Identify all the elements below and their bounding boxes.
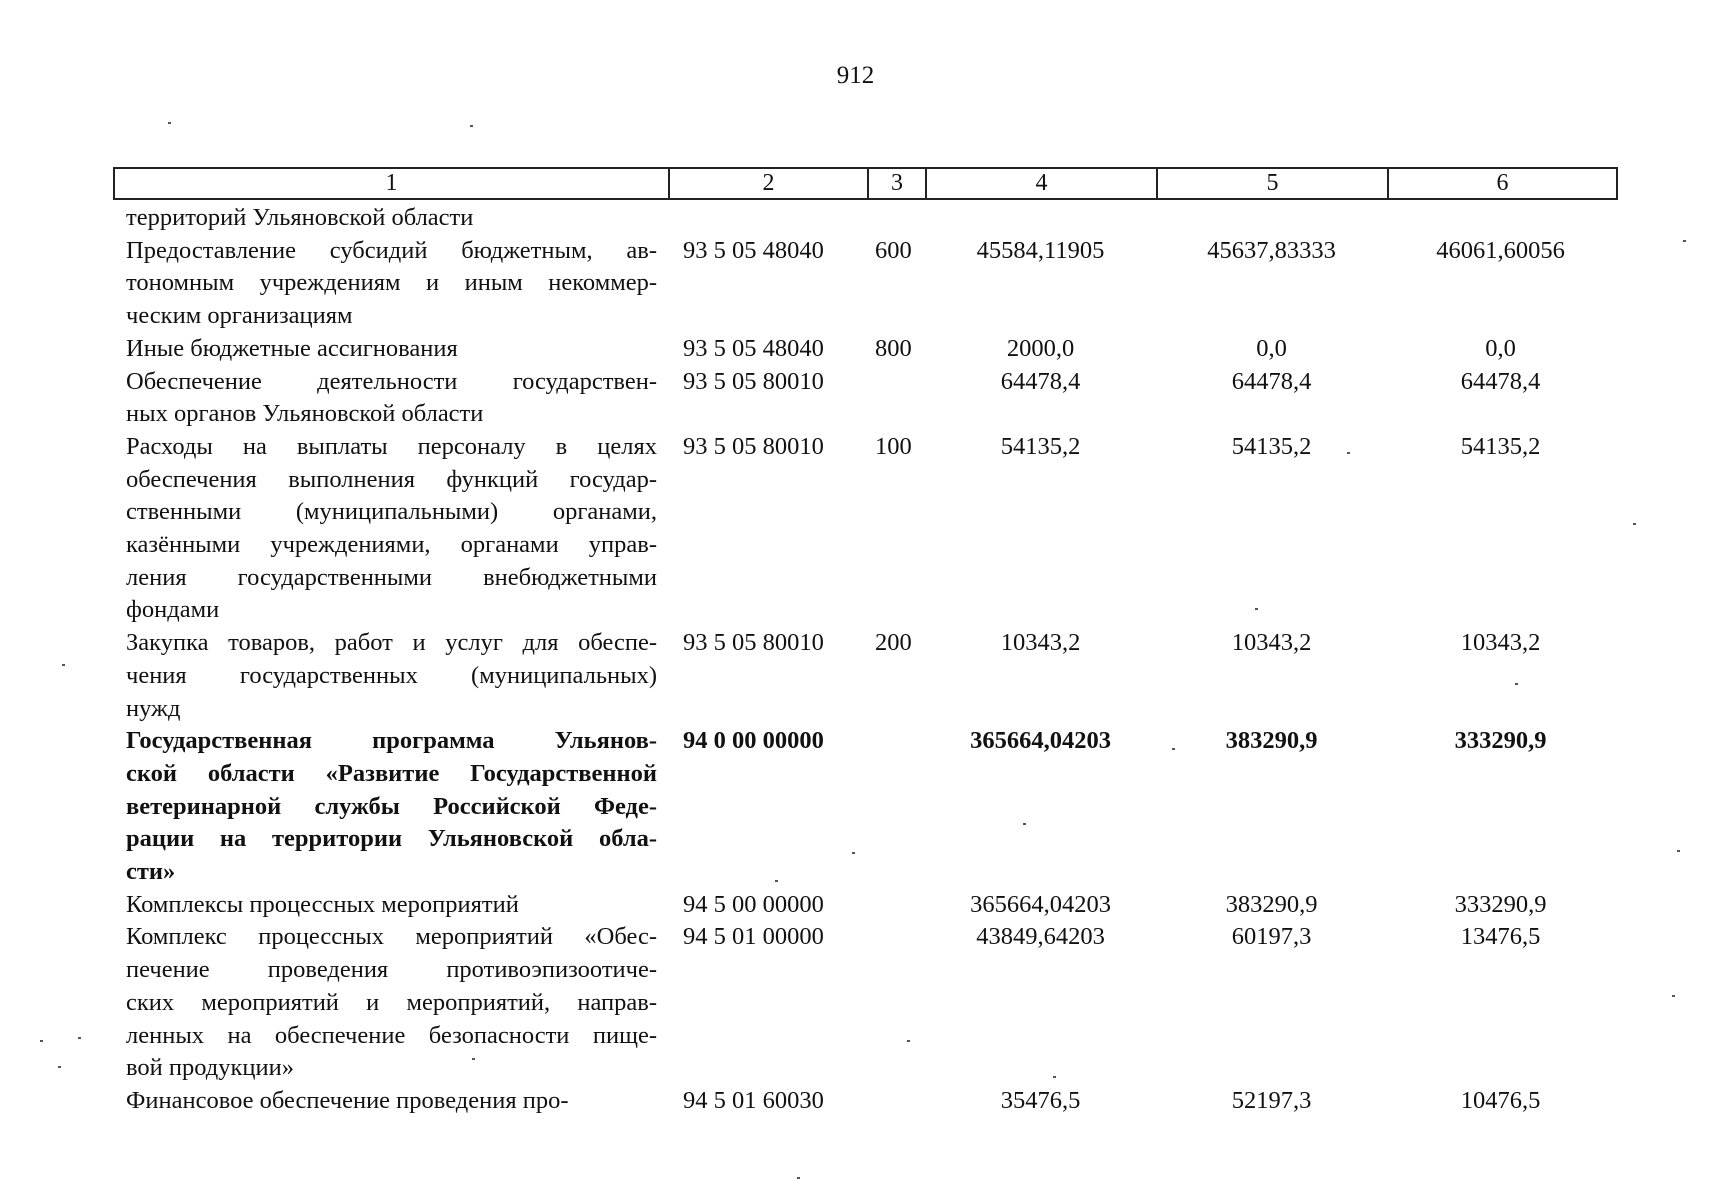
- amount-year-1: 45584,11905: [976, 236, 1105, 264]
- amount-year-3: 10476,5: [1460, 1086, 1541, 1114]
- amount-year-3: 13476,5: [1460, 923, 1541, 951]
- scan-speck: [1672, 995, 1675, 997]
- row-name: [113, 627, 657, 725]
- scan-speck: [1677, 850, 1680, 852]
- amount-year-2: 64478,4: [1231, 367, 1312, 395]
- amount-year-1: 2000,0: [1006, 334, 1075, 362]
- row-name-line: ческим организациям: [126, 302, 353, 330]
- row-name-line: Комплексы процессных мероприятий: [126, 890, 519, 918]
- row-name-line: ных органов Ульяновской области: [126, 400, 484, 428]
- table-row: [113, 627, 1618, 725]
- row-name-line: ветеринарной службы Российской Феде-: [126, 792, 657, 820]
- amount-year-3: 46061,60056: [1436, 236, 1565, 264]
- amount-year-2: 52197,3: [1231, 1086, 1312, 1114]
- row-name-line: Иные бюджетные ассигнования: [126, 334, 458, 362]
- amount-year-3: 10343,2: [1460, 629, 1541, 657]
- amount-year-2: 383290,9: [1225, 890, 1318, 918]
- expense-type-code: 800: [875, 334, 912, 362]
- row-name-line: ленных на обеспечение безопасности пище-: [126, 1021, 657, 1049]
- row-name-line: сти»: [126, 858, 176, 886]
- row-name-line: нужд: [126, 694, 181, 722]
- amount-year-2: 54135,2: [1231, 432, 1312, 460]
- row-name: [113, 366, 657, 431]
- row-name-line: вой продукции»: [126, 1054, 294, 1082]
- row-name-line: казёнными учреждениями, органами управ-: [126, 531, 657, 559]
- target-article-code: 93 5 05 48040: [683, 236, 824, 264]
- amount-year-1: 43849,64203: [976, 923, 1105, 951]
- table-row: [113, 1085, 1618, 1118]
- row-name-line: ления государственными внебюджетными: [126, 563, 657, 591]
- amount-year-1: 64478,4: [1000, 367, 1081, 395]
- amount-year-1: 365664,04203: [970, 727, 1111, 755]
- row-name-line: фондами: [126, 596, 220, 624]
- row-name-line: печение проведения противоэпизоотиче-: [126, 956, 657, 984]
- scan-speck: [907, 1040, 910, 1042]
- row-name-line: чения государственных (муниципальных): [126, 661, 657, 689]
- table-row: [113, 431, 1618, 627]
- row-name: [113, 333, 657, 366]
- row-name-line: Расходы на выплаты персоналу в целях: [126, 432, 657, 460]
- expense-type-code: 200: [875, 629, 912, 657]
- amount-year-3: 64478,4: [1460, 367, 1541, 395]
- row-name-line: Комплекс процессных мероприятий «Обес-: [126, 923, 657, 951]
- row-name: [113, 431, 657, 627]
- target-article-code: 94 5 01 60030: [683, 1086, 824, 1114]
- amount-year-2: 0,0: [1256, 334, 1287, 362]
- scan-speck: [58, 1066, 61, 1068]
- scan-speck: [1172, 748, 1175, 750]
- row-name-line: Предоставление субсидий бюджетным, ав-: [126, 236, 657, 264]
- table-row: [113, 366, 1618, 431]
- target-article-code: 94 5 00 00000: [683, 890, 824, 918]
- amount-year-1: 10343,2: [1000, 629, 1081, 657]
- page-number: 912: [836, 62, 875, 89]
- amount-year-3: 0,0: [1485, 334, 1516, 362]
- amount-year-2: 383290,9: [1225, 727, 1318, 755]
- amount-year-3: 54135,2: [1460, 432, 1541, 460]
- table-row: [113, 333, 1618, 366]
- scan-speck: [40, 1040, 43, 1042]
- scan-speck: [852, 852, 855, 854]
- expense-type-code: 100: [875, 432, 912, 460]
- scan-speck: [1683, 240, 1686, 242]
- scan-speck: [78, 1037, 81, 1039]
- scan-speck: [62, 664, 65, 666]
- target-article-code: 93 5 05 80010: [683, 432, 824, 460]
- scan-speck: [1633, 523, 1636, 525]
- target-article-code: 94 5 01 00000: [683, 923, 824, 951]
- scan-speck: [472, 1058, 475, 1060]
- row-name: [113, 235, 657, 333]
- column-number-1: 1: [115, 169, 670, 198]
- scan-speck: [775, 880, 778, 882]
- scan-speck: [470, 125, 473, 127]
- row-name-line: обеспечения выполнения функций государ-: [126, 465, 657, 493]
- row-name-line: Обеспечение деятельности государствен-: [126, 367, 657, 395]
- table-row: [113, 889, 1618, 922]
- amount-year-1: 54135,2: [1000, 432, 1081, 460]
- column-number-3: 3: [869, 169, 927, 198]
- amount-year-1: 35476,5: [1000, 1086, 1081, 1114]
- table-row: [113, 725, 1618, 889]
- scan-speck: [168, 122, 171, 124]
- scan-speck: [1515, 683, 1518, 685]
- row-name-line: тономным учреждениям и иным некоммер-: [126, 269, 657, 297]
- amount-year-1: 365664,04203: [970, 890, 1111, 918]
- expense-type-code: 600: [875, 236, 912, 264]
- row-name-line: территорий Ульяновской области: [126, 204, 474, 231]
- row-name-line: ских мероприятий и мероприятий, направ-: [126, 988, 657, 1016]
- amount-year-2: 45637,83333: [1207, 236, 1336, 264]
- budget-table-body: [113, 202, 1618, 1118]
- amount-year-3: 333290,9: [1454, 890, 1547, 918]
- row-name: [113, 725, 657, 889]
- row-name: [113, 1085, 657, 1118]
- row-name-line: рации на территории Ульяновской обла-: [126, 825, 657, 853]
- column-number-2: 2: [670, 169, 869, 198]
- column-number-6: 6: [1496, 170, 1509, 196]
- scan-speck: [797, 1177, 800, 1179]
- scan-speck: [1053, 1076, 1056, 1078]
- target-article-code: 93 5 05 80010: [683, 629, 824, 657]
- row-name-line: Закупка товаров, работ и услуг для обеспе-: [126, 629, 657, 657]
- amount-year-3: 333290,9: [1454, 727, 1547, 755]
- amount-year-2: 10343,2: [1231, 629, 1312, 657]
- row-name: [113, 921, 657, 1085]
- column-number-5: 5: [1158, 169, 1389, 198]
- table-column-header: [113, 167, 1618, 200]
- target-article-code: 94 0 00 00000: [683, 727, 824, 755]
- row-name-line: ской области «Развитие Государственной: [126, 759, 657, 787]
- table-row: [113, 235, 1618, 333]
- target-article-code: 93 5 05 48040: [683, 334, 824, 362]
- target-article-code: 93 5 05 80010: [683, 367, 824, 395]
- row-name-line: ственными (муниципальными) органами,: [126, 498, 657, 526]
- column-number-4: 4: [927, 169, 1158, 198]
- table-row: [113, 921, 1618, 1085]
- scan-speck: [1347, 452, 1350, 454]
- row-name-line: Финансовое обеспечение проведения про-: [126, 1086, 569, 1114]
- scan-speck: [1255, 608, 1258, 610]
- table-row: [113, 202, 1618, 235]
- row-name-line: Государственная программа Ульянов-: [126, 727, 657, 755]
- scan-speck: [1023, 823, 1026, 825]
- amount-year-2: 60197,3: [1231, 923, 1312, 951]
- row-name: [113, 889, 657, 922]
- row-name: [113, 202, 657, 235]
